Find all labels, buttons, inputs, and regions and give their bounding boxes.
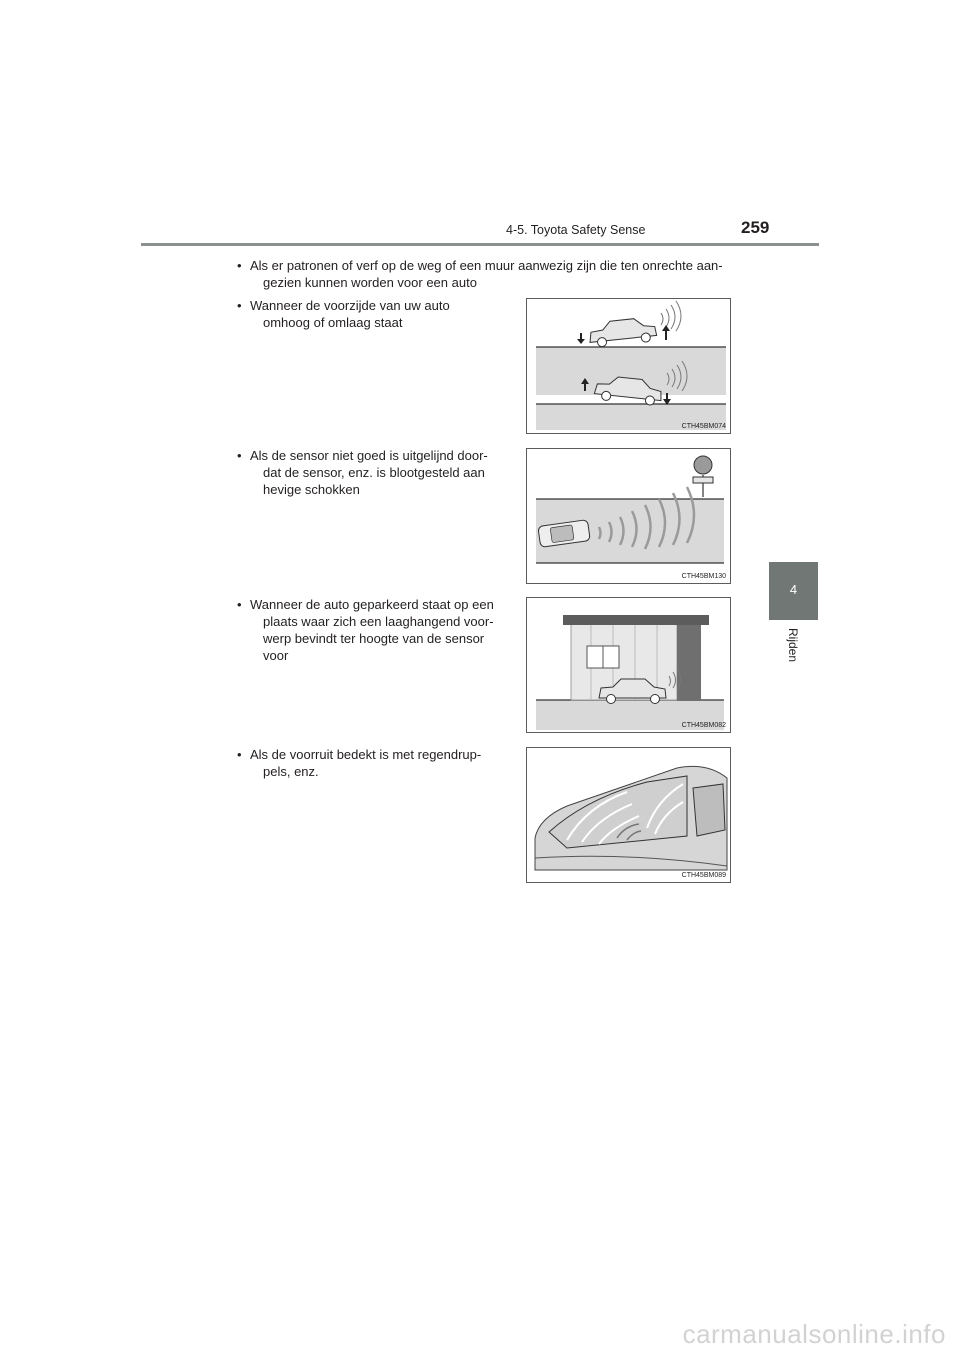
bullet-item-sensor-misaligned [237,447,506,498]
bullet-text-line: omhoog of omlaag staat [263,315,403,330]
bullet-item-low-hanging-object [237,596,506,664]
bullet-dot: • [237,448,242,463]
bullet-dot: • [237,298,242,313]
bullet-text-line: Wanneer de auto geparkeerd staat op een [250,597,494,612]
chapter-title: Rijden [786,628,800,663]
figure-code: CTH45BM082 [681,722,726,729]
bullet-text-line: Als de voorruit bedekt is met regendrup- [250,747,482,762]
bullet-item-front-raised [237,297,506,331]
bullet-item-painted-patterns [237,257,755,291]
chapter-number: 4 [789,582,798,597]
bullet-text-line: Als er patronen of verf op de weg of een muur aanwezig zijn die ten onrechte aan- [250,258,723,273]
header-rule [141,243,819,246]
section-title: 4-5. Toyota Safety Sense [506,223,646,237]
car-tilt-illustration [527,299,731,434]
bullet-text-line: Wanneer de voorzijde van uw auto [250,298,450,313]
misaligned-sensor-illustration [527,449,731,584]
bullet-dot: • [237,597,242,612]
figure-code: CTH45BM089 [681,872,726,879]
bullet-text-line: dat de sensor, enz. is blootgesteld aan [263,465,485,480]
bullet-text-line: Als de sensor niet goed is uitgelijnd door- [250,448,488,463]
parked-car-illustration [527,598,731,733]
bullet-text-line: hevige schokken [263,482,360,497]
watermark: carmanualsonline.info [682,1319,946,1349]
figure-code: CTH45BM074 [681,423,726,430]
bullet-text-line: pels, enz. [263,764,319,779]
figure-low-hanging-object [526,597,731,733]
page-number: 259 [741,218,770,237]
bullet-dot: • [237,747,242,762]
bullet-dot: • [237,258,242,273]
figure-raindrops-windshield [526,747,731,883]
figure-code: CTH45BM130 [681,573,726,580]
bullet-text-line: werp bevindt ter hoogte van de sensor [263,631,485,646]
bullet-text-line: plaats waar zich een laaghangend voor- [263,614,494,629]
figure-car-tilted [526,298,731,434]
windshield-illustration [527,748,731,883]
bullet-item-raindrops [237,746,506,780]
bullet-text-line: gezien kunnen worden voor een auto [263,275,477,290]
figure-sensor-misaligned [526,448,731,584]
chapter-tab[interactable] [769,562,818,620]
bullet-text-line: voor [263,648,289,663]
